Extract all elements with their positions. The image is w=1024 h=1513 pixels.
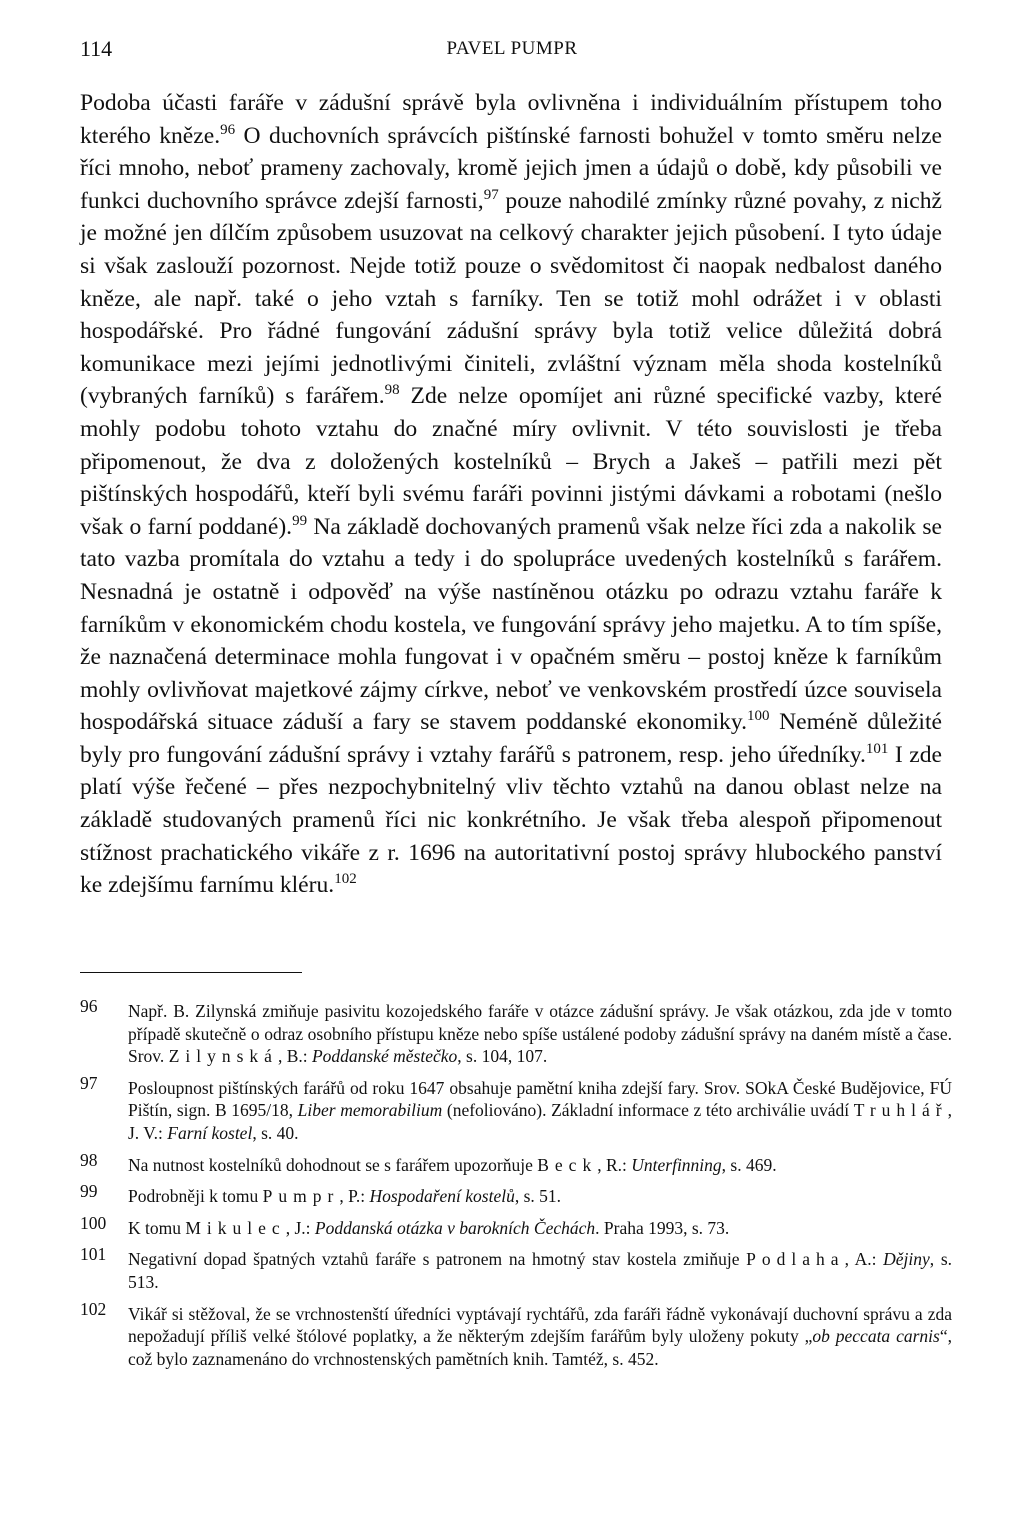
author-name: Podlaha [746,1249,845,1270]
footnote-text: Podrobněji k tomu [128,1186,263,1207]
running-head: PAVEL PUMPR [446,38,578,59]
footnote-number: 97 [80,1072,98,1093]
author-name: Pumpr [262,1186,340,1207]
footnote-number: 100 [80,1212,107,1233]
footnote-number: 99 [80,1181,98,1202]
footnote-number: 98 [80,1149,98,1170]
footnote-ref-101[interactable]: 101 [865,741,889,758]
footnote-text: , s. 469. [721,1154,777,1175]
page-number: 114 [80,36,113,61]
footnote-text: , s. 104, 107. [457,1046,548,1067]
body-text-segment: Podoba účasti faráře v zádušní správě byla ovlivněna i individuálním přístupem toho kterého kněze. [80,90,942,149]
footnote-101 [80,1244,953,1293]
footnote-text: , s. 51. [514,1186,562,1207]
body-text-segment: I zde platí výše řečené – přes nezpochybnitelný vliv těchto vztahů na danou oblast nelze na základě studovaných pramenů říci nic konkrétního. Je však třeba alespoň připomenout stížnost prachatického vikáře z r. 1696 na autoritativní postoj správy hlubockého panství ke zdejšímu farnímu kléru. [80,741,942,899]
work-title: Liber memorabilium [297,1100,443,1121]
footnote-ref-100[interactable]: 100 [746,708,770,725]
author-name: Mikulec [185,1217,286,1238]
footnote-number: 96 [80,996,98,1016]
body-text-segment: pouze nahodilé zmínky různé povahy, z nichž je možné jen dílčím způsobem usuzovat na celkový charakter jejich působení. I tyto údaje si však zaslouží pozornost. Nejde totiž pouze o svědomitost či naopak nedbalost daného kněze, ale např. také o jeho vztah s farníky. Ten se totiž mohl odrážet i v oblasti hospodářské. Pro řádné fungování zádušní správy byla totiž velice důležitá dobrá komunikace mezi jejími jednotlivými činiteli, zvláštní význam měla shoda kostelníků (vybraných farníků) s farářem. [80,187,942,410]
footnote-text: , s. 513. [128,1249,953,1292]
footnote-ref-99[interactable]: 99 [292,512,308,529]
main-paragraph [80,87,942,902]
footnote-102 [80,1298,952,1371]
footnote-text: , A.: [844,1249,884,1270]
body-text-segment: O duchovních správcích pištínské farnosti bohužel v tomto směru nelze říci mnoho, neboť prameny zachovaly, kromě jejich jmen a údajů o době, kdy působili ve funkci duchovního správce zdejší farnosti, [80,122,942,214]
footnote-text: . Praha 1993, s. 73. [595,1217,730,1238]
footnote-text: Např. B. Zilynská zmiňuje pasivitu kozojedského faráře v otázce zádušní správy. Je však otázkou, zda jde v tomto případě skutečně o odraz osobního přístupu kněze nebo spíše ustálené podoby zádušní správy na daném místě a čase. Srov. [128,1001,952,1067]
footnote-text: Na nutnost kostelníků dohodnout se s farářem upozorňuje [128,1154,538,1175]
footnote-divider [80,972,302,973]
footnote-text: “, což bylo zaznamenáno do vrchnostenských pamětních knih. Tamtéž, s. 452. [128,1326,952,1369]
work-title: Poddanská otázka v barokních Čechách [314,1217,596,1238]
body-text-segment: Na základě dochovaných pramenů však nelze říci zda a nakolik se tato vazba promítala do vztahu a tedy i do spolupráce uvedených kostelníků s farářem. Nesnadná je ostatně i odpověď na výše nastíněnou otázku po odrazu vztahu faráře k farníkům v ekonomickém chodu kostela, ve fungování správy jeho majetku. A to tím spíše, že naznačená determinace mohla fungovat i v opačném směru – postoj kněze k farníkům mohly ovlivňovat majetkové zájmy církve, neboť ve venkovském prostředí úzce souvisela hospodářská situace záduší a fary se stavem poddanské ekonomiky. [80,513,942,736]
footnote-number: 101 [80,1244,107,1265]
footnote-text: , s. 40. [252,1122,299,1143]
work-title: Dějiny [883,1249,930,1270]
footnote-number: 102 [80,1298,107,1319]
page-header [80,36,944,66]
footnote-text: (nefoliováno). Základní informace z této archiválie uvádí [442,1100,854,1121]
footnote-ref-98[interactable]: 98 [384,382,400,399]
footnote-100 [80,1212,952,1240]
body-text-segment: Neméně důležité byly pro fungování zádušní správy i vztahy farářů s patronem, resp. jeho úředníky. [80,709,942,768]
footnote-ref-96[interactable]: 96 [220,121,236,138]
footnote-97 [80,1072,952,1145]
footnote-ref-97[interactable]: 97 [483,186,499,203]
footnote-text: K tomu [128,1217,186,1238]
footnote-98 [80,1149,952,1177]
footnote-text: , J.: [285,1217,315,1238]
author-name: Beck [537,1154,598,1175]
body-text-segment: Zde nelze opomíjet ani různé specifické vazby, které mohly podobu tohoto vztahu do značné míry ovlivnit. V této souvislosti je třeba připomenout, že dva z doložených kostelníků – Brych a Jakeš – patřili mezi pět pištínských hospodářů, kteří byli svému faráři povinni jistými dávkami a robotami (nešlo však o farní poddané). [80,383,942,540]
footnote-text: Vikář si stěžoval, že se vrchnostenští úředníci vyptávají rychtářů, zda faráři řádně vykonávají duchovní správu a zda nepožadují příliš velké štólové poplatky, a že některým zdejším farářům byly uloženy pokuty „ [128,1303,952,1347]
footnote-99 [80,1181,952,1208]
footnote-text: , R.: [597,1154,632,1175]
work-title: Unterfinning [631,1154,722,1175]
author-name: Truhlář [853,1100,948,1121]
footnote-text: , B.: [277,1046,312,1067]
footnote-96 [80,996,952,1068]
footnote-ref-102[interactable]: 102 [334,871,357,888]
footnote-text: Negativní dopad špatných vztahů faráře s patronem na hmotný stav kostela zmiňuje [128,1249,747,1270]
work-title: ob peccata carnis [812,1326,940,1347]
work-title: Poddanské městečko [311,1046,458,1067]
work-title: Farní kostel [167,1122,253,1143]
footnote-text: , J. V.: [128,1100,952,1143]
work-title: Hospodaření kostelů [369,1186,515,1207]
footnote-text: Posloupnost pištínských farářů od roku 1647 obsahuje pamětní kniha zdejší fary. Srov. SOkA České Budějovice, FÚ Pištín, sign. B 1695/18, [128,1077,952,1121]
footnotes-section [80,996,953,1379]
footnote-text: , P.: [339,1186,370,1207]
author-name: Zilynská [168,1046,278,1067]
